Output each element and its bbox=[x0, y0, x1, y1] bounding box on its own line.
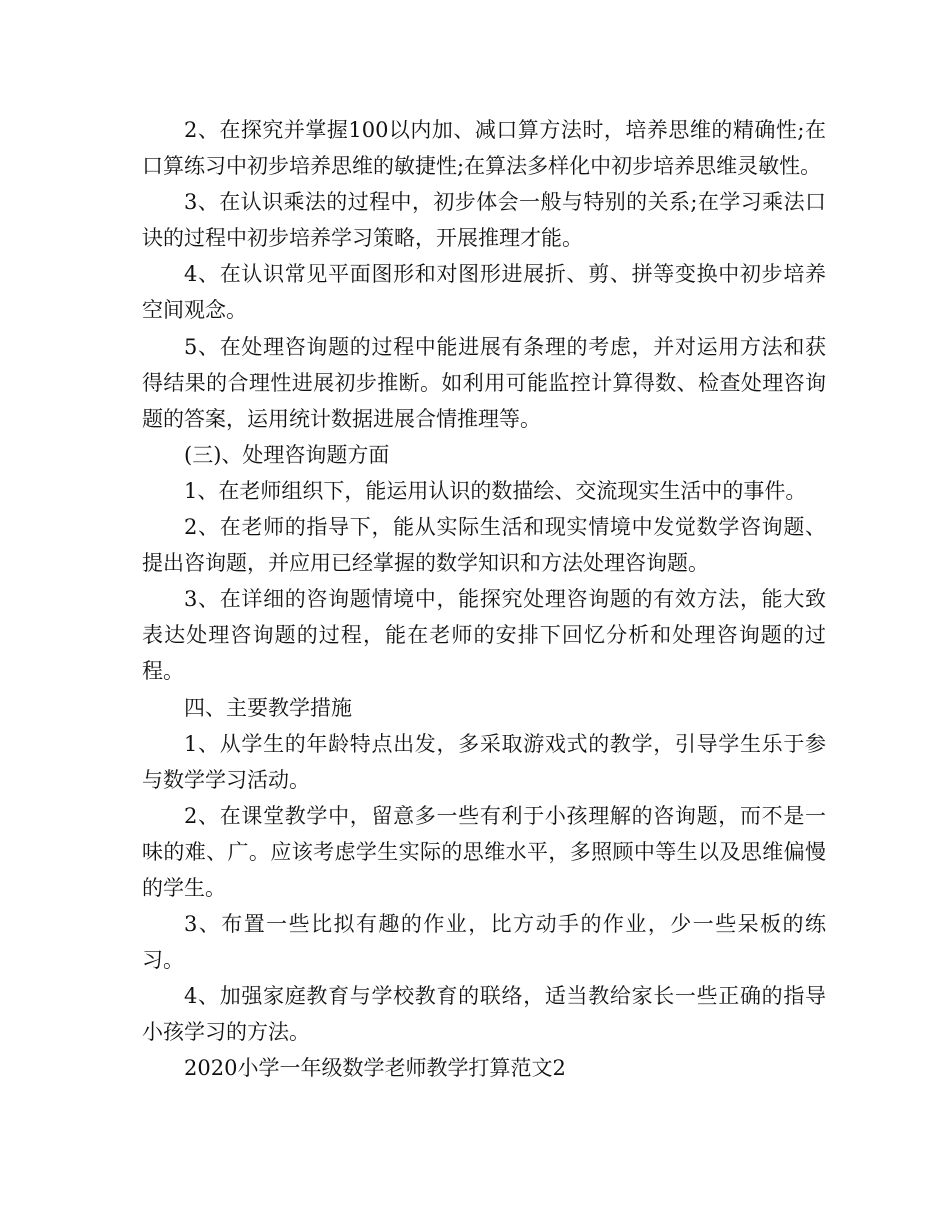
paragraph-goal-2: 2、在探究并掌握100以内加、减口算方法时，培养思维的精确性;在口算练习中初步培养思维的敏捷性;在算法多样化中初步培养思维灵敏性。 bbox=[142, 118, 826, 179]
paragraph-problem-3: 3、在详细的咨询题情境中，能探究处理咨询题的有效方法，能大致表达处理咨询题的过程，能在老师的安排下回忆分析和处理咨询题的过程。 bbox=[142, 587, 826, 684]
paragraph-problem-1: 1、在老师组织下，能运用认识的数描绘、交流现实生活中的事件。 bbox=[184, 478, 807, 503]
paragraph-measure-2: 2、在课堂教学中，留意多一些有利于小孩理解的咨询题，而不是一味的难、广。应该考虑学生实际的思维水平，多照顾中等生以及思维偏慢的学生。 bbox=[142, 803, 826, 900]
document-body bbox=[142, 112, 826, 1087]
paragraph-measure-3: 3、布置一些比拟有趣的作业，比方动手的作业，少一些呆板的练习。 bbox=[142, 912, 826, 973]
paragraph-goal-4: 4、在认识常见平面图形和对图形进展折、剪、拼等变换中初步培养空间观念。 bbox=[142, 262, 826, 323]
section-heading-problem-solving: (三)、处理咨询题方面 bbox=[184, 442, 390, 467]
paragraph-goal-3: 3、在认识乘法的过程中，初步体会一般与特别的关系;在学习乘法口诀的过程中初步培养学习策略，开展推理才能。 bbox=[142, 190, 826, 251]
paragraph-next-title: 2020小学一年级数学老师教学打算范文2 bbox=[184, 1056, 566, 1081]
paragraph-measure-1: 1、从学生的年龄特点出发，多采取游戏式的教学，引导学生乐于参与数学学习活动。 bbox=[142, 731, 826, 792]
paragraph-problem-2: 2、在老师的指导下，能从实际生活和现实情境中发觉数学咨询题、提出咨询题，并应用已经掌握的数学知识和方法处理咨询题。 bbox=[142, 515, 826, 576]
paragraph-goal-5: 5、在处理咨询题的过程中能进展有条理的考虑，并对运用方法和获得结果的合理性进展初步推断。如利用可能监控计算得数、检查处理咨询题的答案，运用统计数据进展合情推理等。 bbox=[142, 334, 826, 431]
paragraph-measure-4: 4、加强家庭教育与学校教育的联络，适当教给家长一些正确的指导小孩学习的方法。 bbox=[142, 984, 826, 1045]
section-heading-teaching-measures: 四、主要教学措施 bbox=[184, 695, 352, 720]
